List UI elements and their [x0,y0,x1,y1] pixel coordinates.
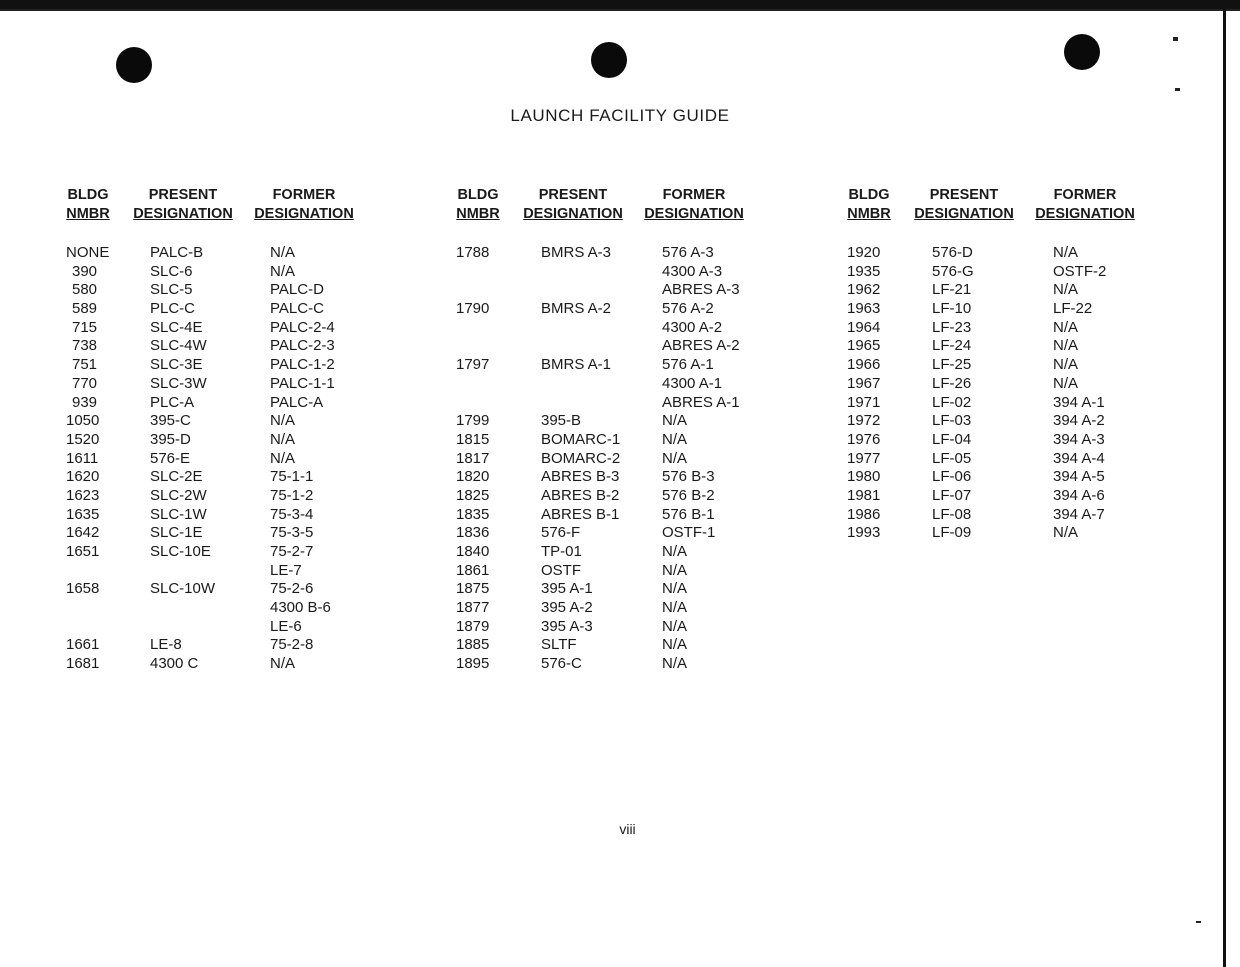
former-designation: 75-2-7 [270,543,314,560]
former-designation: 394 A-1 [1053,393,1105,411]
present-designation: LF-06 [932,468,972,486]
building-number: 1885 [456,636,490,654]
present-designation: BMRS A-2 [541,300,612,318]
present-designation: LF-05 [932,449,972,467]
present-designation: SLC-4W [150,337,207,355]
building-number: 1971 [847,393,881,411]
building-number: 390 [72,262,98,280]
former-designation: N/A [270,244,296,261]
header-line-bottom: DESIGNATION [914,206,1014,222]
header-line-bottom: DESIGNATION [644,206,744,222]
header-line-top: BLDG [848,187,890,203]
header-line-top: PRESENT [148,187,218,203]
present-designation: 576-C [541,655,582,673]
former-designation: N/A [1053,281,1079,299]
building-number: 1993 [847,524,881,542]
former-designation: N/A [270,430,296,448]
former-designation: 576 A-3 [662,244,714,261]
former-designation: LE-7 [270,561,302,579]
present-designation: SLC-5 [150,281,193,299]
former-designation: N/A [662,543,688,560]
former-designation: N/A [1053,374,1079,392]
present-designation: ABRES B-1 [541,505,620,523]
building-number: 1836 [456,524,490,542]
former-designation: OSTF-2 [1053,262,1107,280]
building-number: 1642 [66,524,100,542]
column-header-present-designation [519,186,627,224]
header-line-top: PRESENT [929,187,999,203]
present-designation: LF-02 [932,393,972,411]
former-designation: 394 A-5 [1053,468,1105,486]
present-designation: SLC-1W [150,505,207,523]
former-designation: N/A [662,580,688,598]
former-designation: 4300 A-3 [662,262,723,280]
former-designation: N/A [662,449,688,467]
building-number: 1965 [847,337,881,355]
former-designation: LE-6 [270,617,302,635]
header-line-top: PRESENT [538,187,608,203]
present-designation: LF-04 [932,430,972,448]
former-designation: 4300 B-6 [270,599,331,617]
former-designation: 75-3-5 [270,524,314,542]
building-number: 939 [72,393,98,411]
former-designation: 394 A-2 [1053,412,1105,430]
present-designation: SLC-10W [150,580,216,598]
former-designation: 4300 A-2 [662,318,723,336]
top-border-line [0,9,1240,11]
building-number: 1964 [847,318,881,336]
former-designation: 576 B-2 [662,486,715,504]
present-designation: BMRS A-1 [541,356,612,374]
former-designation: 576 A-2 [662,300,714,318]
former-designation: 394 A-4 [1053,449,1105,467]
present-designation: 395-D [150,430,191,448]
present-designation: LF-09 [932,524,972,542]
building-number: 1790 [456,300,490,318]
building-number: 1962 [847,281,881,299]
building-number: 1825 [456,486,490,504]
column-header-former-designation [250,186,358,224]
punch-hole-right [1064,34,1100,70]
former-designation: PALC-2-4 [270,318,335,336]
present-designation: LF-21 [932,281,972,299]
building-number: 1799 [456,412,490,430]
building-number: 1651 [66,543,100,560]
former-designation: N/A [662,636,688,654]
header-line-bottom: DESIGNATION [523,206,623,222]
present-designation: SLC-10E [150,543,211,560]
header-line-top: BLDG [457,187,499,203]
former-designation: 75-2-8 [270,636,314,654]
scan-mark [1173,37,1178,41]
present-designation: TP-01 [541,543,582,560]
present-designation: LF-23 [932,318,972,336]
former-designation: N/A [662,430,688,448]
building-number: 1820 [456,468,490,486]
former-designation: 394 A-7 [1053,505,1105,523]
building-number: 1875 [456,580,490,598]
present-designation: LF-08 [932,505,972,523]
building-number: 1661 [66,636,100,654]
present-designation: LF-25 [932,356,972,374]
present-designation: BMRS A-3 [541,244,612,261]
building-number: 1658 [66,580,100,598]
header-line-bottom: NMBR [66,206,110,222]
former-designation: N/A [1053,318,1079,336]
former-designation: PALC-C [270,300,324,318]
building-number: 1935 [847,262,881,280]
present-designation: 395 A-2 [541,599,593,617]
former-designation: PALC-2-3 [270,337,335,355]
present-designation: 395-B [541,412,582,430]
column-header-present-designation [910,186,1018,224]
present-designation: LE-8 [150,636,182,654]
punch-hole-center [591,42,627,78]
former-designation: PALC-1-2 [270,356,335,374]
present-designation: 576-E [150,449,191,467]
former-designation: 576 B-3 [662,468,715,486]
former-designation: N/A [1053,524,1079,542]
building-number: 1835 [456,505,490,523]
building-number: 1976 [847,430,881,448]
page-title: LAUNCH FACILITY GUIDE [510,106,730,125]
building-number: 1520 [66,430,100,448]
present-designation: SLC-6 [150,262,193,280]
former-designation: N/A [662,617,688,635]
building-number: 1963 [847,300,881,318]
building-number: 738 [72,337,98,355]
building-number: NONE [66,244,110,261]
present-designation: PLC-C [150,300,196,318]
building-number: 1920 [847,244,881,261]
present-designation: ABRES B-2 [541,486,620,504]
building-number: 1980 [847,468,881,486]
former-designation: ABRES A-2 [662,337,740,355]
header-line-bottom: NMBR [456,206,500,222]
former-designation: ABRES A-1 [662,393,740,411]
present-designation: SLC-3W [150,374,207,392]
column-header-former-designation [1031,186,1139,224]
building-number: 1681 [66,655,100,673]
building-number: 1972 [847,412,881,430]
former-designation: 394 A-3 [1053,430,1105,448]
former-designation: N/A [662,655,688,673]
former-designation: 576 B-1 [662,505,715,523]
present-designation: SLC-1E [150,524,203,542]
present-designation: SLC-2E [150,468,203,486]
building-number: 1620 [66,468,100,486]
column-header-former-designation [640,186,748,224]
former-designation: 576 A-1 [662,356,714,374]
present-designation: ABRES B-3 [541,468,620,486]
header-line-top: FORMER [662,187,726,203]
former-designation: 394 A-6 [1053,486,1105,504]
present-designation: SLC-4E [150,318,203,336]
present-designation: SLTF [541,636,577,654]
former-designation: N/A [1053,244,1079,261]
building-number: 770 [72,374,98,392]
former-designation: N/A [270,262,296,280]
header-line-bottom: DESIGNATION [254,206,354,222]
scan-mark [1175,88,1180,91]
building-number: 1967 [847,374,881,392]
former-designation: LF-22 [1053,300,1093,318]
header-line-bottom: DESIGNATION [1035,206,1135,222]
present-designation: 576-D [932,244,973,261]
present-designation: 395-C [150,412,191,430]
building-number: 1895 [456,655,490,673]
building-number: 1861 [456,561,490,579]
present-designation: PALC-B [150,244,204,261]
building-number: 1815 [456,430,490,448]
present-designation: 4300 C [150,655,199,673]
header-line-top: FORMER [272,187,336,203]
column-header-present-designation [129,186,237,224]
building-number: 1879 [456,617,490,635]
former-designation: PALC-D [270,281,324,299]
former-designation: 75-1-1 [270,468,314,486]
building-number: 1635 [66,505,100,523]
building-number: 580 [72,281,98,299]
present-designation: OSTF [541,561,581,579]
present-designation: BOMARC-1 [541,430,621,448]
present-designation: BOMARC-2 [541,449,621,467]
building-number: 1788 [456,244,490,261]
present-designation: SLC-3E [150,356,203,374]
building-number: 1877 [456,599,490,617]
building-number: 751 [72,356,98,374]
former-designation: 75-3-4 [270,505,314,523]
former-designation: N/A [1053,337,1079,355]
top-border [0,0,1240,9]
present-designation: SLC-2W [150,486,207,504]
present-designation: LF-10 [932,300,972,318]
present-designation: LF-24 [932,337,972,355]
present-designation: 395 A-3 [541,617,593,635]
scan-mark [1196,921,1201,923]
former-designation: N/A [1053,356,1079,374]
former-designation: N/A [270,655,296,673]
building-number: 1050 [66,412,100,430]
former-designation: PALC-A [270,393,324,411]
punch-hole-left [116,47,152,83]
present-designation: 576-G [932,262,974,280]
building-number: 715 [72,318,98,336]
former-designation: OSTF-1 [662,524,716,542]
present-designation: 576-F [541,524,581,542]
former-designation: N/A [270,412,296,430]
present-designation: LF-26 [932,374,972,392]
building-number: 1981 [847,486,881,504]
former-designation: PALC-1-1 [270,374,335,392]
former-designation: N/A [662,561,688,579]
building-number: 1986 [847,505,881,523]
building-number: 1797 [456,356,490,374]
building-number: 1966 [847,356,881,374]
building-number: 1623 [66,486,100,504]
building-number: 1840 [456,543,490,560]
former-designation: N/A [662,599,688,617]
header-line-bottom: DESIGNATION [133,206,233,222]
header-line-bottom: NMBR [847,206,891,222]
page-number: viii [619,821,636,837]
former-designation: N/A [270,449,296,467]
former-designation: 75-2-6 [270,580,314,598]
column-header-bldg-nmbr [845,186,893,224]
building-number: 589 [72,300,98,318]
present-designation: LF-07 [932,486,972,504]
column-header-bldg-nmbr [454,186,502,224]
present-designation: PLC-A [150,393,195,411]
former-designation: N/A [662,412,688,430]
former-designation: 4300 A-1 [662,374,723,392]
present-designation: LF-03 [932,412,972,430]
present-designation: 395 A-1 [541,580,593,598]
header-line-top: FORMER [1053,187,1117,203]
column-header-bldg-nmbr [64,186,112,224]
building-number: 1977 [847,449,881,467]
former-designation: ABRES A-3 [662,281,740,299]
building-number: 1817 [456,449,490,467]
building-number: 1611 [66,449,99,467]
header-line-top: BLDG [67,187,109,203]
former-designation: 75-1-2 [270,486,314,504]
